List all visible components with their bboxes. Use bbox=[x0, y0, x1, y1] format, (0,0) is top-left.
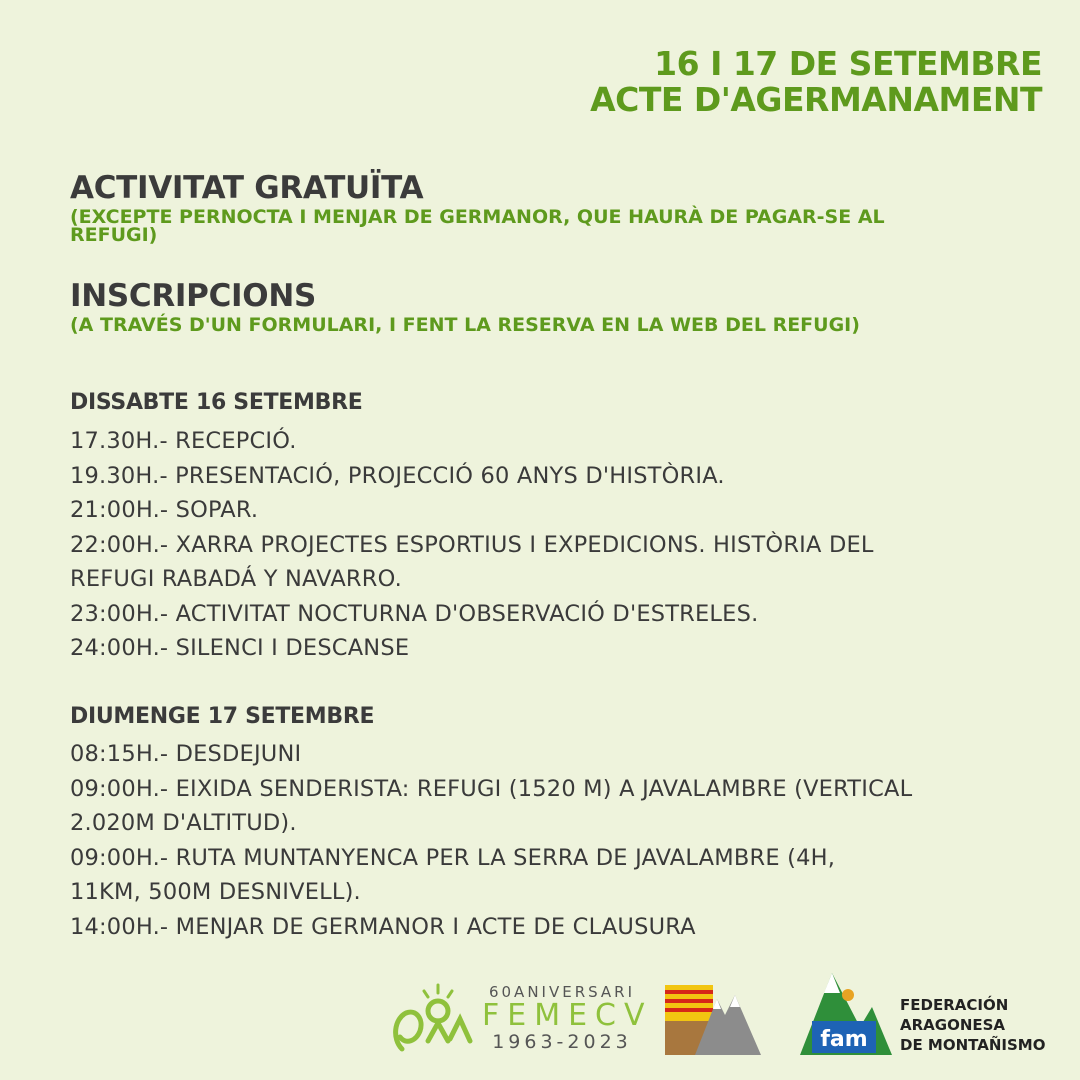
schedule-line: 2.020M D'ALTITUD). bbox=[70, 810, 297, 836]
fam-line3: DE MONTAÑISMO bbox=[900, 1036, 1046, 1054]
schedule-line: 23:00H.- ACTIVITAT NOCTURNA D'OBSERVACIÓ D'ESTRELES. bbox=[70, 600, 759, 627]
schedule-line: 08:15H.- DESDEJUNI bbox=[70, 741, 302, 767]
activitat-note-line2: REFUGI) bbox=[70, 224, 158, 246]
diumenge-schedule bbox=[70, 737, 1060, 944]
schedule-line: REFUGI RABADÁ Y NAVARRO. bbox=[70, 566, 402, 592]
fam-line2: ARAGONESA bbox=[900, 1016, 1006, 1034]
event-title: ACTE D'AGERMANAMENT bbox=[590, 80, 1042, 119]
activitat-note-line1: (EXCEPTE PERNOCTA I MENJAR DE GERMANOR, QUE HAURÀ DE PAGAR-SE AL bbox=[70, 206, 885, 228]
schedule-line: 19.30H.- PRESENTACIÓ, PROJECCIÓ 60 ANYS D'HISTÒRIA. bbox=[70, 462, 725, 489]
schedule-line: 09:00H.- EIXIDA SENDERISTA: REFUGI (1520 M) A JAVALAMBRE (VERTICAL bbox=[70, 775, 913, 802]
regional-federation-logo-icon bbox=[665, 985, 761, 1055]
femecv-wordmark bbox=[482, 983, 653, 1053]
schedule-line: 09:00H.- RUTA MUNTANYENCA PER LA SERRA DE JAVALAMBRE (4H, bbox=[70, 844, 836, 871]
schedule-line: 17.30H.- RECEPCIÓ. bbox=[70, 428, 297, 454]
diumenge-heading: DIUMENGE 17 SETEMBRE bbox=[70, 704, 375, 729]
schedule-line: 21:00H.- SOPAR. bbox=[70, 497, 259, 523]
schedule-line: 11KM, 500M DESNIVELL). bbox=[70, 879, 361, 905]
femecv-years: 1963-2023 bbox=[492, 1031, 632, 1053]
event-header bbox=[590, 46, 1042, 118]
inscripcions-title: INSCRIPCIONS bbox=[70, 278, 316, 314]
event-dates: 16 I 17 DE SETEMBRE bbox=[654, 44, 1042, 83]
dissabte-heading: DISSABTE 16 SETEMBRE bbox=[70, 390, 363, 415]
activitat-title: ACTIVITAT GRATUÏTA bbox=[70, 170, 424, 206]
activitat-note bbox=[70, 208, 885, 244]
femecv-anniversary-logo-icon bbox=[390, 979, 474, 1055]
inscripcions-note: (A TRAVÉS D'UN FORMULARI, I FENT LA RESERVA EN LA WEB DEL REFUGI) bbox=[70, 314, 860, 336]
femecv-name: FEMECV bbox=[482, 998, 653, 1033]
schedule-line: 24:00H.- SILENCI I DESCANSE bbox=[70, 635, 410, 661]
dissabte-schedule bbox=[70, 424, 1060, 666]
schedule-line: 14:00H.- MENJAR DE GERMANOR I ACTE DE CLAUSURA bbox=[70, 913, 696, 940]
femecv-anniversary-label: 60ANIVERSARI bbox=[488, 983, 636, 1001]
fam-mountain-logo-icon bbox=[800, 967, 892, 1057]
fam-badge-text: fam bbox=[820, 1027, 868, 1052]
fam-line1: FEDERACIÓN bbox=[900, 996, 1009, 1014]
fam-wordmark bbox=[900, 995, 1045, 1055]
sponsor-logos bbox=[390, 965, 1050, 1065]
schedule-line: 22:00H.- XARRA PROJECTES ESPORTIUS I EXPEDICIONS. HISTÒRIA DEL bbox=[70, 531, 874, 558]
